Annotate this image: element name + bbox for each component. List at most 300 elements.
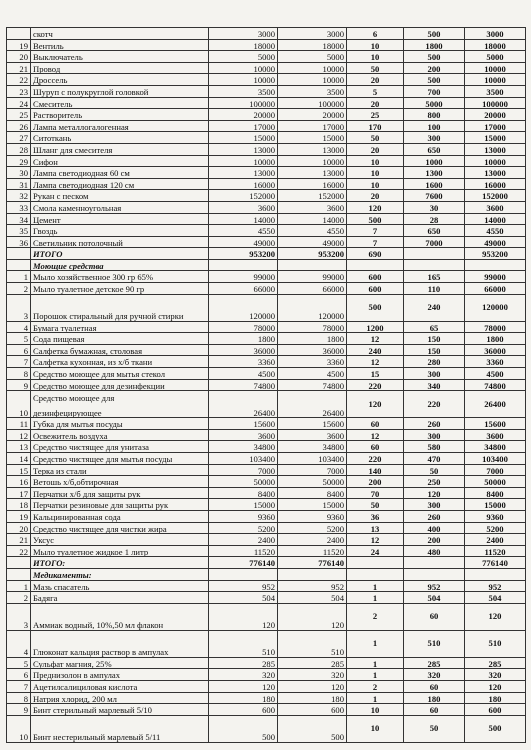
amount-total-cell: 3600 bbox=[278, 429, 347, 441]
unit-price-cell: 65 bbox=[404, 321, 465, 333]
item-name-cell: Салфетка кухонная, из х/б ткани bbox=[31, 356, 209, 368]
amount-cell: 500 bbox=[209, 715, 278, 742]
amount-cell: 285 bbox=[209, 657, 278, 669]
row-number-cell: 36 bbox=[7, 236, 31, 248]
sum-cell: 7000 bbox=[465, 464, 526, 476]
unit-price-cell: 1300 bbox=[404, 167, 465, 179]
row-number-cell: 24 bbox=[7, 97, 31, 109]
amount-cell: 11520 bbox=[209, 545, 278, 557]
item-name-line: Средство моющее для bbox=[33, 393, 115, 404]
quantity-cell: 600 bbox=[347, 283, 404, 295]
unit-price-cell: 60 bbox=[404, 680, 465, 692]
table-row bbox=[7, 236, 526, 248]
sum-cell: 120 bbox=[465, 603, 526, 630]
row-number-cell: 14 bbox=[7, 453, 31, 465]
quantity-cell: 25 bbox=[347, 109, 404, 121]
row-number-cell: 5 bbox=[7, 333, 31, 345]
amount-total-cell: 10000 bbox=[278, 155, 347, 167]
amount-total-cell: 78000 bbox=[278, 321, 347, 333]
table-row bbox=[7, 225, 526, 237]
table-row bbox=[7, 715, 526, 742]
table-row bbox=[7, 429, 526, 441]
quantity-cell: 1 bbox=[347, 592, 404, 604]
table-row bbox=[7, 132, 526, 144]
unit-price-cell: 500 bbox=[404, 28, 465, 40]
amount-cell: 4550 bbox=[209, 225, 278, 237]
sum-cell: 11520 bbox=[465, 545, 526, 557]
item-name-cell: Выключатель bbox=[31, 51, 209, 63]
unit-price-cell: 120 bbox=[404, 487, 465, 499]
item-name-line: дезинфецирующее bbox=[33, 407, 102, 418]
unit-price-cell: 280 bbox=[404, 356, 465, 368]
row-number-cell: 8 bbox=[7, 692, 31, 704]
amount-cell: 74800 bbox=[209, 379, 278, 391]
amount-total-cell: 120 bbox=[278, 603, 347, 630]
item-name-cell: ИТОГО bbox=[31, 248, 209, 260]
amount-total-cell: 74800 bbox=[278, 379, 347, 391]
amount-cell bbox=[209, 568, 278, 580]
section-header-row bbox=[7, 259, 526, 271]
amount-cell: 504 bbox=[209, 592, 278, 604]
table-row bbox=[7, 464, 526, 476]
amount-cell: 18000 bbox=[209, 39, 278, 51]
item-name-cell: Уксус bbox=[31, 534, 209, 546]
table-row bbox=[7, 522, 526, 534]
table-row bbox=[7, 657, 526, 669]
amount-total-cell: 776140 bbox=[278, 557, 347, 569]
table-row bbox=[7, 344, 526, 356]
amount-cell: 3000 bbox=[209, 28, 278, 40]
amount-total-cell: 500 bbox=[278, 715, 347, 742]
table-row bbox=[7, 51, 526, 63]
item-name-cell: Сифон bbox=[31, 155, 209, 167]
item-name-cell: Мазь спасатель bbox=[31, 580, 209, 592]
unit-price-cell: 110 bbox=[404, 283, 465, 295]
table-row bbox=[7, 39, 526, 51]
amount-cell: 13000 bbox=[209, 143, 278, 155]
unit-price-cell: 165 bbox=[404, 271, 465, 283]
quantity-cell: 690 bbox=[347, 248, 404, 260]
item-name-cell: Перчатки х/б для защиты рук bbox=[31, 487, 209, 499]
amount-cell: 14000 bbox=[209, 213, 278, 225]
table-row bbox=[7, 333, 526, 345]
row-number-cell: 1 bbox=[7, 271, 31, 283]
item-name-cell: Рукан с песком bbox=[31, 190, 209, 202]
total-row bbox=[7, 248, 526, 260]
amount-total-cell: 952 bbox=[278, 580, 347, 592]
row-number-cell: 18 bbox=[7, 499, 31, 511]
sum-cell: 10000 bbox=[465, 62, 526, 74]
amount-cell: 180 bbox=[209, 692, 278, 704]
amount-cell: 50000 bbox=[209, 476, 278, 488]
table-row bbox=[7, 592, 526, 604]
sum-cell: 34800 bbox=[465, 441, 526, 453]
row-number-cell: 10 bbox=[7, 715, 31, 742]
table-row bbox=[7, 321, 526, 333]
sum-cell: 13000 bbox=[465, 167, 526, 179]
quantity-cell: 600 bbox=[347, 271, 404, 283]
row-number-cell: 28 bbox=[7, 143, 31, 155]
amount-cell: 152000 bbox=[209, 190, 278, 202]
item-name-cell: Преднизолон в ампулах bbox=[31, 669, 209, 681]
sum-cell: 66000 bbox=[465, 283, 526, 295]
quantity-cell: 15 bbox=[347, 368, 404, 380]
row-number-cell: 2 bbox=[7, 283, 31, 295]
item-name-cell: Моющие средства bbox=[31, 259, 209, 271]
quantity-cell: 10 bbox=[347, 155, 404, 167]
item-name-cell: Кальцинированная сода bbox=[31, 510, 209, 522]
item-name-cell: Аммиак водный, 10%,50 мл флакон bbox=[31, 603, 209, 630]
table-row bbox=[7, 62, 526, 74]
item-name-cell: Средство чистящее для мытья посуды bbox=[31, 453, 209, 465]
row-number-cell: 12 bbox=[7, 429, 31, 441]
unit-price-cell: 240 bbox=[404, 294, 465, 321]
row-number-cell: 31 bbox=[7, 178, 31, 190]
sum-cell: 15600 bbox=[465, 418, 526, 430]
row-number-cell: 34 bbox=[7, 213, 31, 225]
quantity-cell: 12 bbox=[347, 534, 404, 546]
table-row bbox=[7, 476, 526, 488]
item-name-cell: Лампа металлогалогенная bbox=[31, 120, 209, 132]
sum-cell: 78000 bbox=[465, 321, 526, 333]
amount-cell: 952 bbox=[209, 580, 278, 592]
sum-cell: 776140 bbox=[465, 557, 526, 569]
item-name-cell: Лампа светодиодная 60 см bbox=[31, 167, 209, 179]
unit-price-cell bbox=[404, 248, 465, 260]
quantity-cell: 200 bbox=[347, 476, 404, 488]
amount-total-cell bbox=[278, 568, 347, 580]
sum-cell: 14000 bbox=[465, 213, 526, 225]
item-name-cell: Смеситель bbox=[31, 97, 209, 109]
amount-total-cell: 2400 bbox=[278, 534, 347, 546]
quantity-cell bbox=[347, 557, 404, 569]
table-row bbox=[7, 499, 526, 511]
row-number-cell: 19 bbox=[7, 39, 31, 51]
unit-price-cell: 200 bbox=[404, 62, 465, 74]
table-row bbox=[7, 190, 526, 202]
sum-cell: 152000 bbox=[465, 190, 526, 202]
quantity-cell: 500 bbox=[347, 213, 404, 225]
item-name-cell: Ацетилсалициловая кислота bbox=[31, 680, 209, 692]
unit-price-cell: 1600 bbox=[404, 178, 465, 190]
unit-price-cell: 250 bbox=[404, 476, 465, 488]
quantity-cell: 240 bbox=[347, 344, 404, 356]
amount-cell: 49000 bbox=[209, 236, 278, 248]
row-number-cell: 22 bbox=[7, 74, 31, 86]
table-row bbox=[7, 213, 526, 225]
amount-cell: 1800 bbox=[209, 333, 278, 345]
amount-total-cell: 34800 bbox=[278, 441, 347, 453]
amount-total-cell: 11520 bbox=[278, 545, 347, 557]
item-name-cell: Провод bbox=[31, 62, 209, 74]
item-name-cell: Терка из стали bbox=[31, 464, 209, 476]
amount-cell: 4500 bbox=[209, 368, 278, 380]
sum-cell bbox=[465, 259, 526, 271]
quantity-cell: 12 bbox=[347, 429, 404, 441]
amount-cell: 5000 bbox=[209, 51, 278, 63]
item-name-cell: Шуруп с полукруглой головкой bbox=[31, 85, 209, 97]
quantity-cell: 50 bbox=[347, 62, 404, 74]
item-name-cell: Губка для мытья посуды bbox=[31, 418, 209, 430]
amount-cell: 10000 bbox=[209, 155, 278, 167]
sum-cell: 17000 bbox=[465, 120, 526, 132]
unit-price-cell: 60 bbox=[404, 603, 465, 630]
unit-price-cell: 180 bbox=[404, 692, 465, 704]
sum-cell: 510 bbox=[465, 630, 526, 657]
table-row bbox=[7, 603, 526, 630]
sum-cell: 3000 bbox=[465, 28, 526, 40]
amount-total-cell: 49000 bbox=[278, 236, 347, 248]
item-name-cell: Мыло туалетное детское 90 гр bbox=[31, 283, 209, 295]
quantity-cell: 10 bbox=[347, 167, 404, 179]
quantity-cell: 10 bbox=[347, 704, 404, 716]
amount-cell: 9360 bbox=[209, 510, 278, 522]
amount-cell: 5200 bbox=[209, 522, 278, 534]
item-name-cell: Средство чистящее для унитаза bbox=[31, 441, 209, 453]
amount-total-cell: 15600 bbox=[278, 418, 347, 430]
unit-price-cell: 480 bbox=[404, 545, 465, 557]
unit-price-cell: 260 bbox=[404, 418, 465, 430]
table-row bbox=[7, 294, 526, 321]
item-name-cell: Дроссель bbox=[31, 74, 209, 86]
unit-price-cell: 700 bbox=[404, 85, 465, 97]
quantity-cell: 2 bbox=[347, 680, 404, 692]
sum-cell: 3600 bbox=[465, 429, 526, 441]
sum-cell: 2400 bbox=[465, 534, 526, 546]
amount-cell: 10000 bbox=[209, 62, 278, 74]
unit-price-cell bbox=[404, 557, 465, 569]
table-row bbox=[7, 283, 526, 295]
unit-price-cell: 504 bbox=[404, 592, 465, 604]
sum-cell: 3500 bbox=[465, 85, 526, 97]
quantity-cell: 120 bbox=[347, 391, 404, 418]
item-name-cell: Мыло хозяйственное 300 гр 65% bbox=[31, 271, 209, 283]
amount-total-cell bbox=[278, 259, 347, 271]
row-number-cell: 4 bbox=[7, 321, 31, 333]
row-number-cell: 17 bbox=[7, 487, 31, 499]
amount-total-cell: 504 bbox=[278, 592, 347, 604]
amount-total-cell: 15000 bbox=[278, 499, 347, 511]
item-name-cell: Средство моющее для дезинфекции bbox=[31, 379, 209, 391]
row-number-cell: 1 bbox=[7, 580, 31, 592]
amount-cell: 15600 bbox=[209, 418, 278, 430]
unit-price-cell: 400 bbox=[404, 522, 465, 534]
item-name-cell: Ситоткань bbox=[31, 132, 209, 144]
unit-price-cell: 220 bbox=[404, 391, 465, 418]
unit-price-cell: 952 bbox=[404, 580, 465, 592]
item-name-cell: Средство моющее для мытья стекол bbox=[31, 368, 209, 380]
table-row bbox=[7, 178, 526, 190]
item-name-cell: Салфетка бумажная, столовая bbox=[31, 344, 209, 356]
table-row bbox=[7, 580, 526, 592]
amount-cell: 320 bbox=[209, 669, 278, 681]
amount-cell: 36000 bbox=[209, 344, 278, 356]
item-name-cell: Сода пищевая bbox=[31, 333, 209, 345]
table-row bbox=[7, 356, 526, 368]
row-number-cell: 7 bbox=[7, 680, 31, 692]
row-number-cell: 9 bbox=[7, 704, 31, 716]
amount-cell: 7000 bbox=[209, 464, 278, 476]
item-name-cell: Бумага туалетная bbox=[31, 321, 209, 333]
row-number-cell bbox=[7, 568, 31, 580]
row-number-cell: 13 bbox=[7, 441, 31, 453]
amount-total-cell: 4500 bbox=[278, 368, 347, 380]
unit-price-cell: 320 bbox=[404, 669, 465, 681]
item-name-cell: Ветошь х/б,обтирочная bbox=[31, 476, 209, 488]
unit-price-cell: 260 bbox=[404, 510, 465, 522]
quantity-cell: 1 bbox=[347, 657, 404, 669]
unit-price-cell: 1000 bbox=[404, 155, 465, 167]
sum-cell: 3600 bbox=[465, 201, 526, 213]
amount-cell: 66000 bbox=[209, 283, 278, 295]
sum-cell: 74800 bbox=[465, 379, 526, 391]
amount-cell bbox=[209, 259, 278, 271]
sum-cell: 504 bbox=[465, 592, 526, 604]
sum-cell: 99000 bbox=[465, 271, 526, 283]
amount-total-cell: 10000 bbox=[278, 74, 347, 86]
amount-cell: 103400 bbox=[209, 453, 278, 465]
row-number-cell: 29 bbox=[7, 155, 31, 167]
quantity-cell: 220 bbox=[347, 379, 404, 391]
unit-price-cell: 150 bbox=[404, 344, 465, 356]
unit-price-cell bbox=[404, 568, 465, 580]
row-number-cell: 26 bbox=[7, 120, 31, 132]
amount-total-cell: 600 bbox=[278, 704, 347, 716]
quantity-cell: 2 bbox=[347, 603, 404, 630]
amount-cell: 15000 bbox=[209, 499, 278, 511]
amount-total-cell: 5000 bbox=[278, 51, 347, 63]
sum-cell: 9360 bbox=[465, 510, 526, 522]
amount-cell: 510 bbox=[209, 630, 278, 657]
quantity-cell: 20 bbox=[347, 74, 404, 86]
row-number-cell: 4 bbox=[7, 630, 31, 657]
amount-total-cell: 510 bbox=[278, 630, 347, 657]
amount-total-cell: 10000 bbox=[278, 62, 347, 74]
unit-price-cell: 500 bbox=[404, 51, 465, 63]
unit-price-cell: 200 bbox=[404, 534, 465, 546]
row-number-cell: 7 bbox=[7, 356, 31, 368]
row-number-cell bbox=[7, 259, 31, 271]
unit-price-cell: 50 bbox=[404, 715, 465, 742]
row-number-cell: 22 bbox=[7, 545, 31, 557]
sum-cell: 13000 bbox=[465, 143, 526, 155]
sum-cell: 953200 bbox=[465, 248, 526, 260]
table-row bbox=[7, 155, 526, 167]
item-name-cell: Бинт нестерильный марлевый 5/11 bbox=[31, 715, 209, 742]
sum-cell: 49000 bbox=[465, 236, 526, 248]
row-number-cell: 32 bbox=[7, 190, 31, 202]
unit-price-cell: 340 bbox=[404, 379, 465, 391]
row-number-cell bbox=[7, 248, 31, 260]
amount-cell: 10000 bbox=[209, 74, 278, 86]
amount-cell: 120 bbox=[209, 680, 278, 692]
amount-total-cell: 13000 bbox=[278, 167, 347, 179]
amount-total-cell: 180 bbox=[278, 692, 347, 704]
table-row bbox=[7, 109, 526, 121]
quantity-cell: 1 bbox=[347, 692, 404, 704]
unit-price-cell: 30 bbox=[404, 201, 465, 213]
row-number-cell: 20 bbox=[7, 522, 31, 534]
table-row bbox=[7, 534, 526, 546]
amount-cell: 3600 bbox=[209, 429, 278, 441]
amount-cell: 16000 bbox=[209, 178, 278, 190]
item-name-cell: Медикаменты: bbox=[31, 568, 209, 580]
amount-total-cell: 152000 bbox=[278, 190, 347, 202]
amount-total-cell: 8400 bbox=[278, 487, 347, 499]
table-row bbox=[7, 85, 526, 97]
amount-cell: 2400 bbox=[209, 534, 278, 546]
quantity-cell: 60 bbox=[347, 441, 404, 453]
unit-price-cell: 5000 bbox=[404, 97, 465, 109]
item-name-cell: Глюконат кальция раствор в ампулах bbox=[31, 630, 209, 657]
sum-cell: 18000 bbox=[465, 39, 526, 51]
table-row bbox=[7, 453, 526, 465]
amount-total-cell: 36000 bbox=[278, 344, 347, 356]
table-row bbox=[7, 545, 526, 557]
table-row bbox=[7, 510, 526, 522]
item-name-cell: Бинт стерильный марлевый 5/10 bbox=[31, 704, 209, 716]
unit-price-cell: 300 bbox=[404, 132, 465, 144]
row-number-cell: 9 bbox=[7, 379, 31, 391]
row-number-cell bbox=[7, 28, 31, 40]
unit-price-cell: 150 bbox=[404, 333, 465, 345]
sum-cell: 3360 bbox=[465, 356, 526, 368]
table-row bbox=[7, 441, 526, 453]
sum-cell: 20000 bbox=[465, 109, 526, 121]
item-name-cell: Освежитель воздуха bbox=[31, 429, 209, 441]
quantity-cell: 1200 bbox=[347, 321, 404, 333]
sum-cell: 16000 bbox=[465, 178, 526, 190]
item-name-cell: Шланг для смесителя bbox=[31, 143, 209, 155]
row-number-cell: 8 bbox=[7, 368, 31, 380]
amount-total-cell: 16000 bbox=[278, 178, 347, 190]
table-body bbox=[7, 28, 526, 743]
amount-total-cell: 17000 bbox=[278, 120, 347, 132]
amount-cell: 120 bbox=[209, 603, 278, 630]
table-row bbox=[7, 680, 526, 692]
amount-total-cell: 953200 bbox=[278, 248, 347, 260]
quantity-cell bbox=[347, 259, 404, 271]
item-name-cell: Сульфат магния, 25% bbox=[31, 657, 209, 669]
amount-total-cell: 99000 bbox=[278, 271, 347, 283]
unit-price-cell: 1800 bbox=[404, 39, 465, 51]
row-number-cell: 6 bbox=[7, 669, 31, 681]
amount-total-cell: 100000 bbox=[278, 97, 347, 109]
row-number-cell: 15 bbox=[7, 464, 31, 476]
unit-price-cell: 470 bbox=[404, 453, 465, 465]
row-number-cell: 21 bbox=[7, 534, 31, 546]
amount-total-cell: 5200 bbox=[278, 522, 347, 534]
amount-total-cell: 50000 bbox=[278, 476, 347, 488]
quantity-cell: 60 bbox=[347, 418, 404, 430]
amount-total-cell: 26400 bbox=[278, 391, 347, 418]
item-name-cell: Смола каменноугольная bbox=[31, 201, 209, 213]
sum-cell: 4500 bbox=[465, 368, 526, 380]
quantity-cell: 7 bbox=[347, 225, 404, 237]
item-name-cell: Бадяга bbox=[31, 592, 209, 604]
sum-cell: 10000 bbox=[465, 74, 526, 86]
table-row bbox=[7, 669, 526, 681]
amount-cell: 13000 bbox=[209, 167, 278, 179]
quantity-cell: 10 bbox=[347, 39, 404, 51]
quantity-cell: 12 bbox=[347, 356, 404, 368]
sum-cell: 15000 bbox=[465, 499, 526, 511]
row-number-cell: 25 bbox=[7, 109, 31, 121]
sum-cell: 600 bbox=[465, 704, 526, 716]
amount-cell: 78000 bbox=[209, 321, 278, 333]
unit-price-cell: 60 bbox=[404, 704, 465, 716]
quantity-cell: 500 bbox=[347, 294, 404, 321]
